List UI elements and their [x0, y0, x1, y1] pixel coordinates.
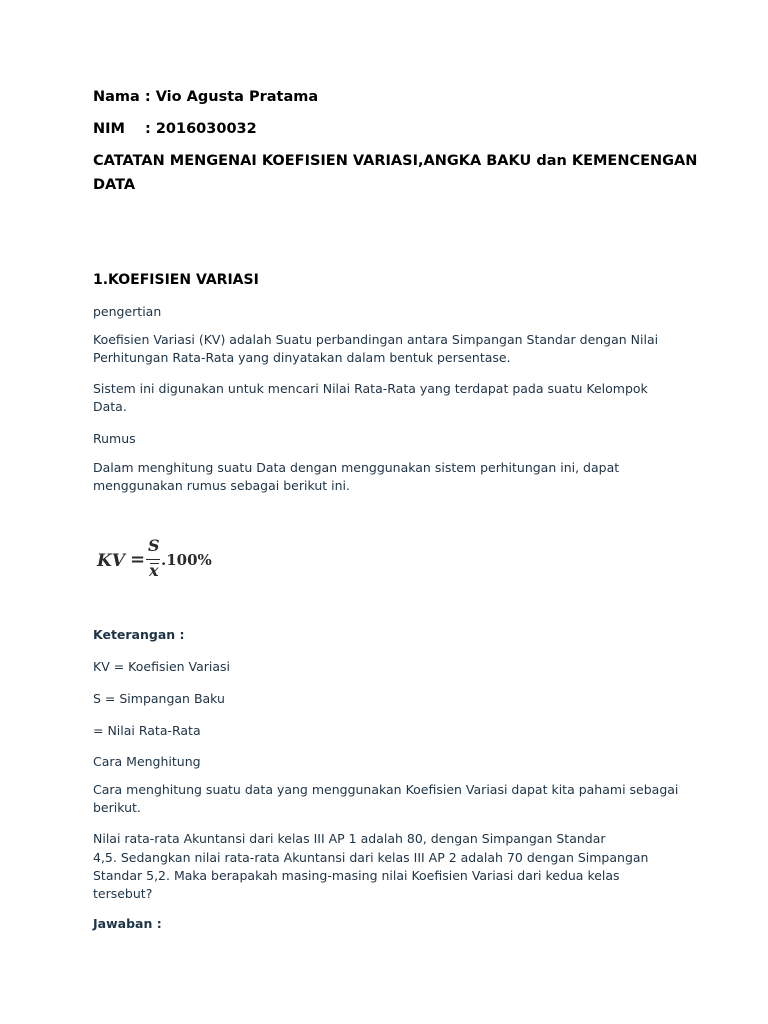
- subheading-cara-menghitung: Cara Menghitung: [93, 754, 201, 769]
- formula-denominator: x: [149, 561, 159, 580]
- paragraph-example-line1: Nilai rata-rata Akuntansi dari kelas III AP 1 adalah 80, dengan Simpangan Standar: [93, 831, 606, 846]
- formula-lhs: KV: [97, 551, 125, 571]
- paragraph-purpose-line2: Data.: [93, 399, 127, 414]
- paragraph-cara-line2: berikut.: [93, 800, 141, 815]
- formula-multiplier: .100%: [161, 551, 212, 569]
- paragraph-definition-line2: Perhitungan Rata-Rata yang dinyatakan dalam bentuk persentase.: [93, 350, 511, 365]
- paragraph-cara-line1: Cara menghitung suatu data yang menggunakan Koefisien Variasi dapat kita pahami sebagai: [93, 782, 679, 797]
- document-title-line2: DATA: [93, 177, 136, 193]
- keterangan-label: Keterangan :: [93, 627, 185, 642]
- subheading-pengertian: pengertian: [93, 304, 162, 319]
- jawaban-label: Jawaban :: [93, 916, 162, 931]
- subheading-rumus: Rumus: [93, 431, 136, 446]
- paragraph-example-line2: 4,5. Sedangkan nilai rata-rata Akuntansi dari kelas III AP 2 adalah 70 dengan Simpangan: [93, 850, 649, 865]
- formula-numerator: S: [148, 536, 160, 555]
- student-name: Nama : Vio Agusta Pratama: [93, 89, 319, 105]
- nim-value: : 2016030032: [144, 121, 257, 137]
- keterangan-kv: KV = Koefisien Variasi: [93, 659, 231, 674]
- keterangan-x: = Nilai Rata-Rata: [93, 723, 201, 738]
- formula-fraction-bar: [146, 559, 160, 560]
- paragraph-definition-line1: Koefisien Variasi (KV) adalah Suatu perbandingan antara Simpangan Standar dengan Nilai: [93, 332, 659, 347]
- paragraph-example-line4: tersebut?: [93, 886, 153, 901]
- paragraph-rumus-line2: menggunakan rumus sebagai berikut ini.: [93, 478, 350, 493]
- paragraph-rumus-line1: Dalam menghitung suatu Data dengan menggunakan sistem perhitungan ini, dapat: [93, 460, 620, 475]
- keterangan-s: S = Simpangan Baku: [93, 691, 225, 706]
- student-nim: [93, 121, 257, 137]
- paragraph-purpose-line1: Sistem ini digunakan untuk mencari Nilai Rata-Rata yang terdapat pada suatu Kelompok: [93, 381, 648, 396]
- document-title-line1: CATATAN MENGENAI KOEFISIEN VARIASI,ANGKA BAKU dan KEMENCENGAN: [93, 153, 698, 169]
- kv-formula-image: [93, 536, 229, 584]
- formula-equals: =: [130, 549, 146, 570]
- paragraph-example-line3: Standar 5,2. Maka berapakah masing-masing nilai Koefisien Variasi dari kedua kelas: [93, 868, 620, 883]
- nim-label: NIM: [93, 121, 125, 137]
- section-heading-koefisien-variasi: 1.KOEFISIEN VARIASI: [93, 272, 259, 288]
